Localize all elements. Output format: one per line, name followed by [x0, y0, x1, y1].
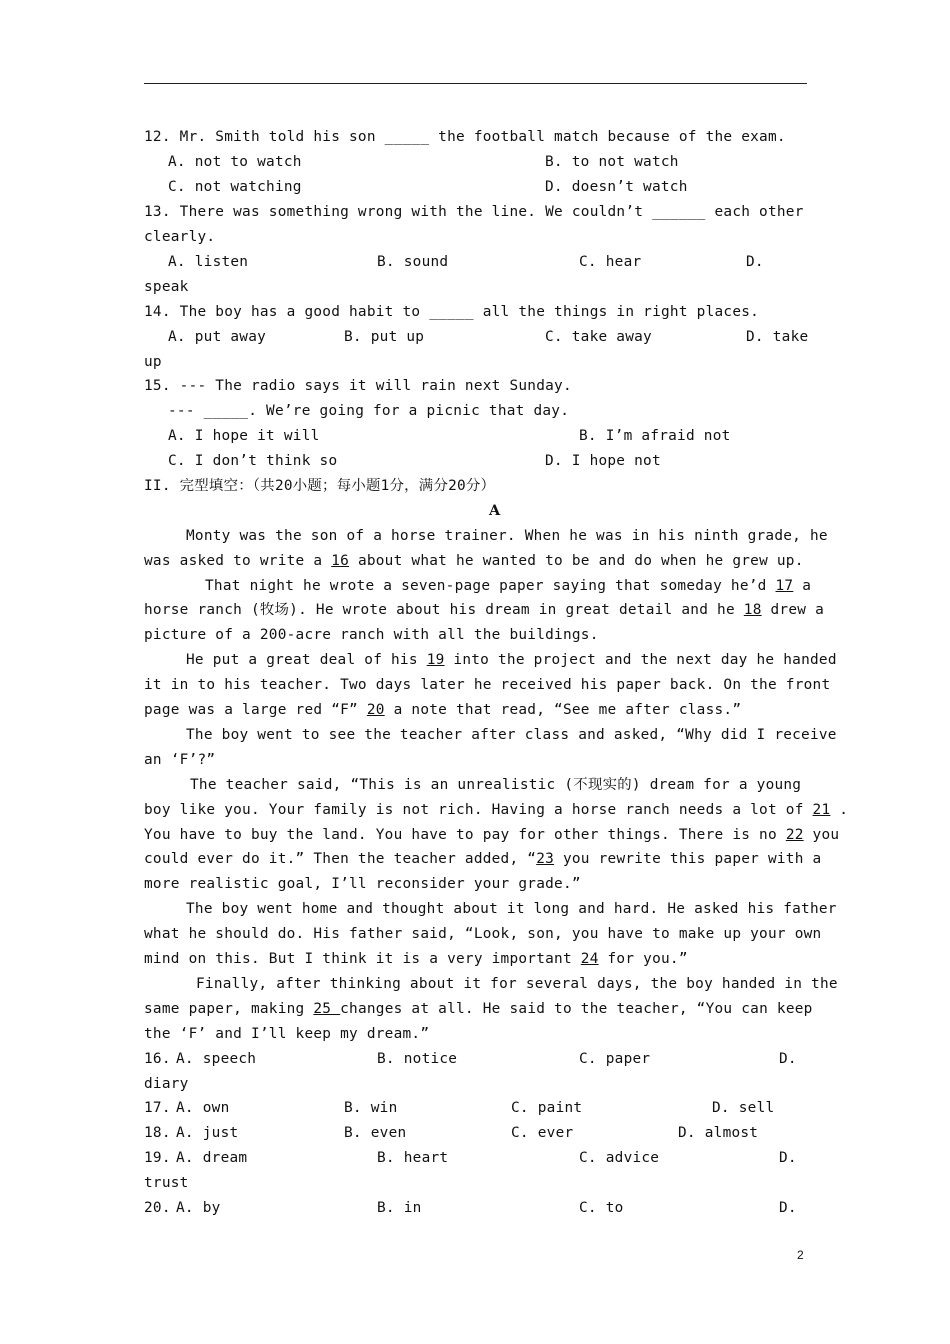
a17-option-b: B. win — [344, 1100, 398, 1116]
a20-option-d: D. — [779, 1200, 797, 1216]
q13-option-d-text: speak — [144, 279, 189, 295]
blank-25: 25 — [313, 1001, 341, 1017]
passage-line: Finally, after thinking about it for several days, the boy handed in the — [196, 976, 838, 992]
passage-line: it in to his teacher. Two days later he received his paper back. On the front — [144, 677, 831, 693]
q14-option-d: D. take — [746, 329, 809, 345]
q13-option-c: C. hear — [579, 254, 642, 270]
answer-16-number: 16. — [144, 1051, 171, 1067]
q15-option-c: C. I don’t think so — [168, 453, 338, 469]
a19-option-b: B. heart — [377, 1150, 449, 1166]
passage-line: more realistic goal, I’ll reconsider your grade.” — [144, 876, 581, 892]
blank-23: 23 — [536, 851, 555, 867]
a16-option-a: A. speech — [176, 1051, 257, 1067]
blank-22: 22 — [785, 827, 804, 843]
a16-option-b: B. notice — [377, 1051, 458, 1067]
a18-option-c: C. ever — [511, 1125, 574, 1141]
a17-option-a: A. own — [176, 1100, 230, 1116]
a18-option-d: D. almost — [678, 1125, 759, 1141]
a16-option-c: C. paper — [579, 1051, 651, 1067]
answer-18-number: 18. — [144, 1125, 171, 1141]
answer-19-number: 19. — [144, 1150, 171, 1166]
answer-20-number: 20. — [144, 1200, 171, 1216]
q14-option-d-text: up — [144, 354, 162, 370]
a16-option-d: D. — [779, 1051, 797, 1067]
passage-line: The boy went to see the teacher after class and asked, “Why did I receive — [186, 727, 837, 743]
passage-line: an ‘F’?” — [144, 752, 216, 768]
answer-17-number: 17. — [144, 1100, 171, 1116]
a20-option-c: C. to — [579, 1200, 624, 1216]
passage-line: The teacher said, “This is an unrealistic (不现实的) dream for a young — [190, 777, 802, 793]
passage-line: horse ranch (牧场). He wrote about his dream in great detail and he 18 drew a — [144, 602, 825, 618]
question-15-stem: 15. --- The radio says it will rain next Sunday. — [144, 378, 572, 394]
q14-option-b: B. put up — [344, 329, 425, 345]
passage-line: could ever do it.” Then the teacher added, “23 you rewrite this paper with a — [144, 851, 822, 867]
a20-option-b: B. in — [377, 1200, 422, 1216]
blank-16: 16 — [331, 553, 350, 569]
passage-line: what he should do. His father said, “Look, son, you have to make up your own — [144, 926, 822, 942]
page-number: 2 — [797, 1248, 804, 1262]
question-15-reply: --- _____. We’re going for a picnic that day. — [168, 403, 570, 419]
q12-option-a: A. not to watch — [168, 154, 302, 170]
q12-option-d: D. doesn’t watch — [545, 179, 688, 195]
blank-18: 18 — [743, 602, 762, 618]
passage-line: mind on this. But I think it is a very important 24 for you.” — [144, 951, 688, 967]
a20-option-a: A. by — [176, 1200, 221, 1216]
a19-option-d-text: trust — [144, 1175, 189, 1191]
passage-line: That night he wrote a seven-page paper saying that someday he’d 17 a — [205, 578, 812, 594]
blank-19: 19 — [426, 652, 445, 668]
passage-line: picture of a 200-acre ranch with all the buildings. — [144, 627, 599, 643]
q15-option-d: D. I hope not — [545, 453, 661, 469]
blank-21: 21 — [812, 802, 831, 818]
passage-line: You have to buy the land. You have to pay for other things. There is no 22 you — [144, 827, 840, 843]
passage-line: He put a great deal of his 19 into the project and the next day he handed — [186, 652, 837, 668]
passage-line: The boy went home and thought about it long and hard. He asked his father — [186, 901, 837, 917]
q13-option-d: D. — [746, 254, 764, 270]
a16-option-d-text: diary — [144, 1076, 189, 1092]
a19-option-a: A. dream — [176, 1150, 248, 1166]
passage-line: the ‘F’ and I’ll keep my dream.” — [144, 1026, 430, 1042]
a17-option-d: D. sell — [712, 1100, 775, 1116]
blank-20: 20 — [366, 702, 385, 718]
a19-option-c: C. advice — [579, 1150, 660, 1166]
q12-option-b: B. to not watch — [545, 154, 679, 170]
q15-option-a: A. I hope it will — [168, 428, 320, 444]
q14-option-a: A. put away — [168, 329, 267, 345]
a17-option-c: C. paint — [511, 1100, 583, 1116]
a18-option-a: A. just — [176, 1125, 239, 1141]
part-label: A — [489, 502, 501, 519]
passage-line: was asked to write a 16 about what he wanted to be and do when he grew up. — [144, 553, 804, 569]
blank-17: 17 — [775, 578, 794, 594]
question-14-stem: 14. The boy has a good habit to _____ all the things in right places. — [144, 304, 760, 320]
passage-line: Monty was the son of a horse trainer. When he was in his ninth grade, he — [186, 528, 828, 544]
question-12-stem: 12. Mr. Smith told his son _____ the football match because of the exam. — [144, 129, 786, 145]
passage-line: boy like you. Your family is not rich. Having a horse ranch needs a lot of 21 . — [144, 802, 849, 818]
q14-option-c: C. take away — [545, 329, 652, 345]
a19-option-d: D. — [779, 1150, 797, 1166]
header-rule — [144, 83, 807, 84]
q12-option-c: C. not watching — [168, 179, 302, 195]
q13-option-a: A. listen — [168, 254, 249, 270]
passage-line: same paper, making 25 changes at all. He said to the teacher, “You can keep — [144, 1001, 813, 1017]
section-heading: II. 完型填空：（共20小题；每小题1分，满分20分） — [144, 478, 496, 494]
passage-line: page was a large red “F” 20 a note that read, “See me after class.” — [144, 702, 742, 718]
q15-option-b: B. I’m afraid not — [579, 428, 731, 444]
q13-option-b: B. sound — [377, 254, 449, 270]
question-13-stem-cont: clearly. — [144, 229, 216, 245]
a18-option-b: B. even — [344, 1125, 407, 1141]
question-13-stem: 13. There was something wrong with the line. We couldn’t ______ each other — [144, 204, 804, 220]
blank-24: 24 — [580, 951, 599, 967]
